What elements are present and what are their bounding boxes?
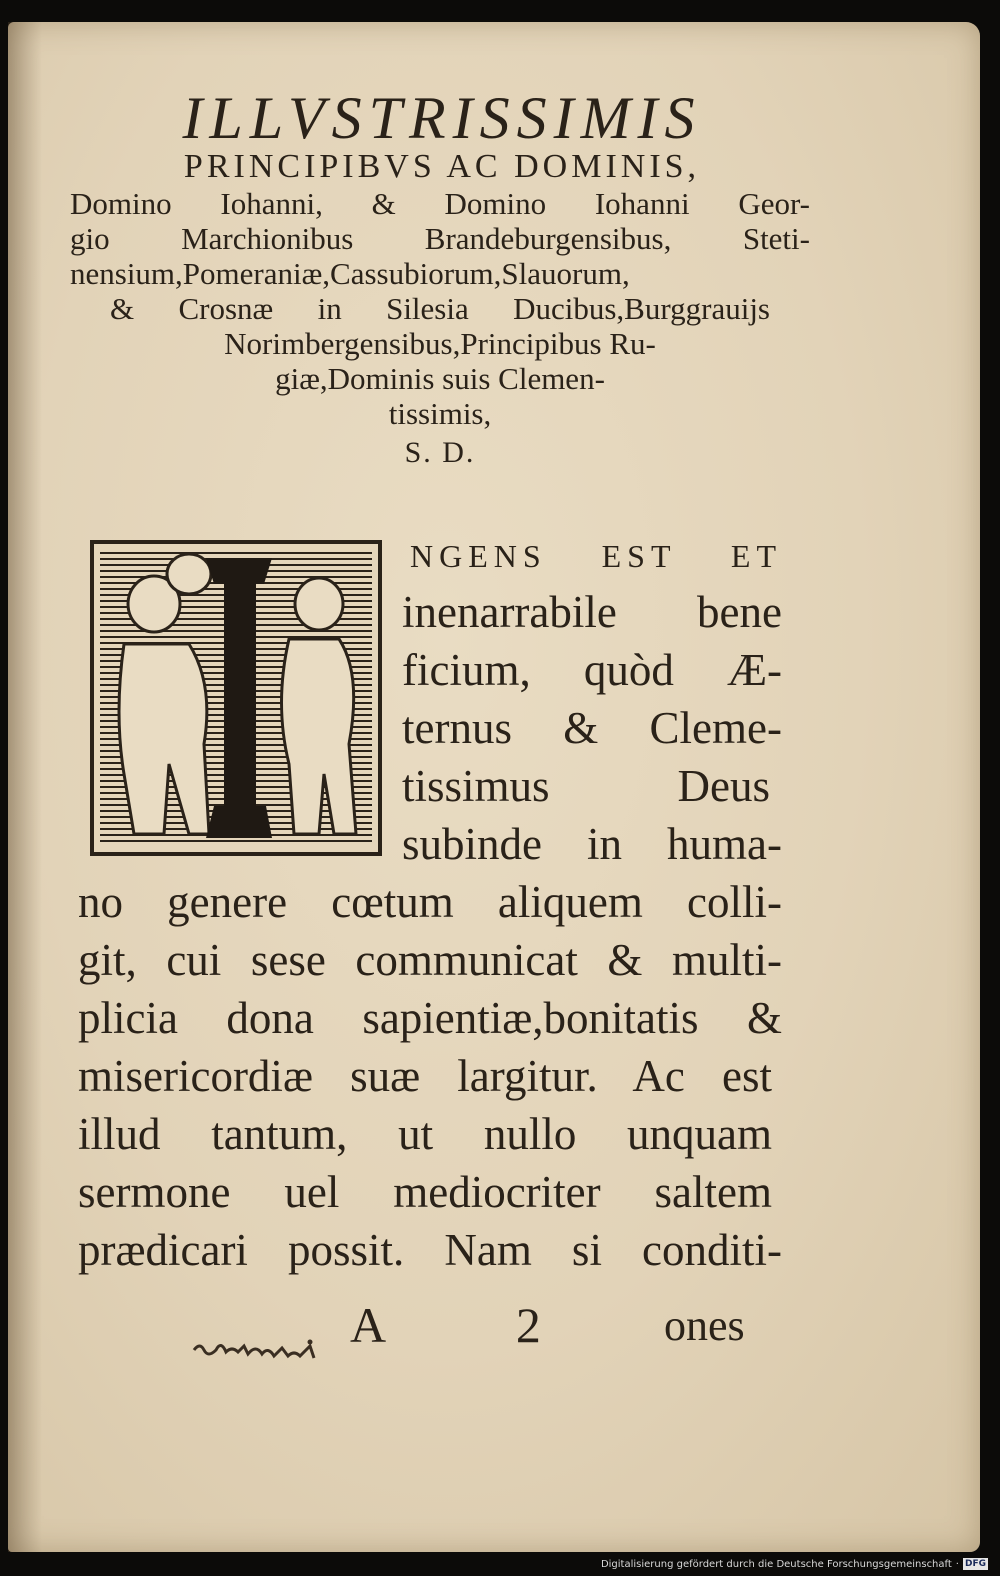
woodcut-initial-image bbox=[94, 544, 378, 852]
body-line: ficium, quòd Æ- bbox=[402, 645, 782, 695]
body-line: git, cui sese communicat & multi- bbox=[78, 935, 782, 985]
body-line: illud tantum, ut nullo unquam bbox=[78, 1109, 772, 1159]
handwritten-scribble bbox=[190, 1328, 360, 1368]
body-line: plicia dona sapientiæ,bonitatis & bbox=[78, 993, 782, 1043]
dfg-logo: DFG bbox=[964, 1559, 986, 1569]
heading-line: gio Marchionibus Brandeburgensibus, Steti- bbox=[70, 221, 810, 256]
page-spine-shadow bbox=[8, 22, 42, 1552]
signature-mark: A 2 bbox=[350, 1297, 601, 1353]
body-line: NGENS EST ET bbox=[410, 538, 782, 574]
heading-line: giæ,Dominis suis Clemen- bbox=[275, 361, 605, 396]
body-line: subinde in huma- bbox=[402, 819, 782, 869]
body-line: no genere cœtum aliquem colli- bbox=[78, 877, 782, 927]
body-line: ternus & Cleme- bbox=[402, 703, 782, 753]
body-line: tissimus Deus bbox=[402, 761, 770, 811]
body-line: misericordiæ suæ largitur. Ac est bbox=[78, 1051, 772, 1101]
heading-line: Domino Iohanni, & Domino Iohanni Geor- bbox=[70, 186, 810, 221]
heading-line: & Crosnæ in Silesia Ducibus,Burggrauijs bbox=[110, 291, 770, 326]
body-line: sermone uel mediocriter saltem bbox=[78, 1167, 772, 1217]
catchword: ones bbox=[664, 1301, 745, 1350]
heading-line: tissimis, bbox=[388, 396, 492, 431]
credit-text: Digitalisierung gefördert durch die Deutsche Forschungsgemeinschaft bbox=[600, 1558, 952, 1570]
body-line: inenarrabile bene bbox=[402, 587, 782, 637]
heading-line: Norimbergensibus,Principibus Ru- bbox=[224, 326, 656, 361]
decorated-initial bbox=[90, 540, 382, 856]
heading-line-1: ILLVSTRISSIMIS bbox=[182, 85, 702, 151]
heading-closing: S. D. bbox=[404, 436, 476, 469]
heading-line-2: PRINCIPIBVS AC DOMINIS, bbox=[183, 148, 701, 185]
dedication-heading bbox=[70, 186, 810, 470]
body-line: prædicari possit. Nam si conditi- bbox=[78, 1225, 782, 1275]
heading-line: nensium,Pomeraniæ,Cassubiorum,Slauorum, bbox=[70, 256, 630, 291]
digitization-credit: Digitalisierung gefördert durch die Deutsche Forschungsgemeinschaft · DFG bbox=[600, 1558, 986, 1570]
